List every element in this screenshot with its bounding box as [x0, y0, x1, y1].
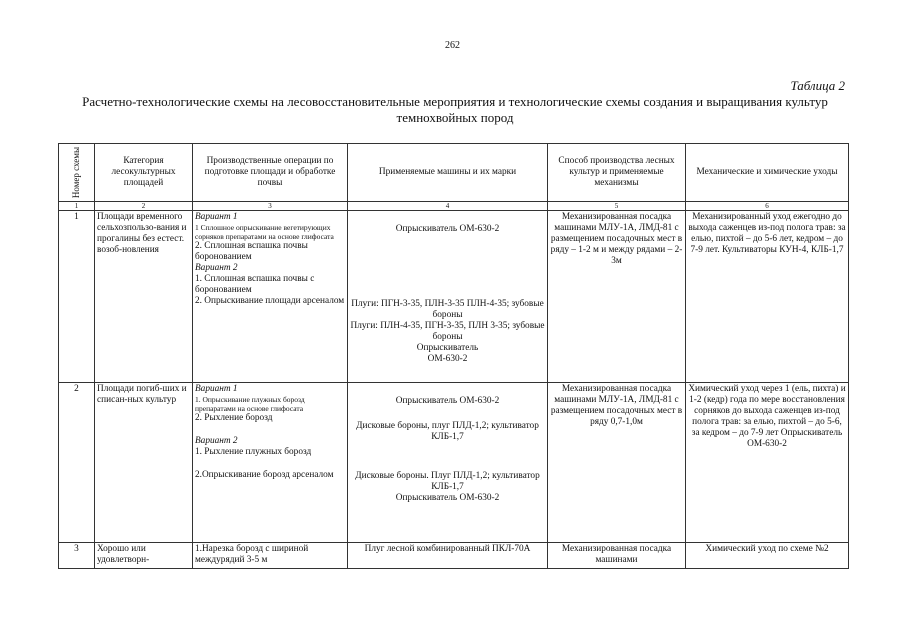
table-row: [59, 211, 849, 383]
row-machines: [348, 211, 548, 383]
machine-entry: Опрыскиватель ОМ-630-2: [395, 493, 500, 503]
header-care: Механические и химические уходы: [686, 144, 849, 202]
machine-entry: Плуги: ПГН-3-35, ПЛН-3-35 ПЛН-4-35; зубовые бороны: [351, 299, 544, 320]
row-category: Хорошо или удовлетворн-: [95, 543, 193, 569]
variant-label: Вариант 1: [195, 212, 238, 222]
row-category: Площади временного сельхозпользо-вания и прогалины без естест. возоб-новления: [95, 211, 193, 383]
table-row: [59, 383, 849, 543]
machine-entry: Дисковые бороны, плуг ПЛД-1,2; культиватор КЛБ-1,7: [356, 421, 539, 442]
row-operations: 1.Нарезка борозд с шириной междурядий 3-5 м: [193, 543, 348, 569]
machine-entry: ОМ-630-2: [427, 354, 468, 364]
row-care: Химический уход по схеме №2: [686, 543, 849, 569]
machine-entry: Опрыскиватель ОМ-630-2: [395, 224, 500, 234]
col-number: 4: [348, 202, 548, 211]
variant-label: Вариант 2: [195, 263, 238, 273]
page-number: 262: [445, 40, 460, 51]
table-row: [59, 543, 849, 569]
header-operations: Производственные операции по подготовке площади и обработке почвы: [193, 144, 348, 202]
table-header-row: [59, 144, 849, 202]
variant-label: Вариант 2: [195, 436, 238, 446]
row-care: Химический уход через 1 (ель, пихта) и 1-2 (кедр) года по мере восстановления сорняков до выхода саженцев из-под полога трав: за елью, пихтой – до 5-6, за кедром – до 7-9 лет Опрыскиватель ОМ-630-2: [686, 383, 849, 543]
document-title: Расчетно-технологические схемы на лесовосстановительные мероприятия и технологические схемы создания и выращивания культур темнохвойных пород: [82, 94, 828, 125]
operation-step: 2. Опрыскивание площади арсеналом: [195, 296, 345, 306]
operation-step: 1. Сплошная вспашка почвы с боронованием: [195, 274, 315, 295]
operation-step: 1. Опрыскивание плужных борозд препаратами на основе глифосата: [195, 395, 305, 413]
machine-entry: Опрыскиватель ОМ-630-2: [395, 396, 500, 406]
operation-step: 2. Сплошная вспашка почвы боронованием: [195, 241, 308, 262]
header-num: Номер схемы: [59, 144, 95, 202]
row-category: Площади погиб-ших и списан-ных культур: [95, 383, 193, 543]
row-method: Механизированная посадка машинами МЛУ-1А, ЛМД-81 с размещением посадочных мест в ряду – 1-2 м и между рядами – 2-3м: [548, 211, 686, 383]
machine-entry: КЛБ-1,7: [431, 482, 464, 492]
operation-step: 2. Рыхление борозд: [195, 413, 273, 423]
machine-entry: Дисковые бороны. Плуг ПЛД-1,2; культиватор: [355, 471, 540, 481]
row-num: 2: [59, 383, 95, 543]
row-operations: [193, 211, 348, 383]
technology-schemes-table: [58, 143, 849, 569]
header-category: Категория лесокультурных площадей: [95, 144, 193, 202]
machine-entry: Опрыскиватель: [416, 343, 479, 353]
row-method: Механизированная посадка машинами МЛУ-1А, ЛМД-81 с размещением посадочных мест в ряду 0,7-1,0м: [548, 383, 686, 543]
row-method: Механизированная посадка машинами: [548, 543, 686, 569]
row-num: 1: [59, 211, 95, 383]
operation-step: 1. Рыхление плужных борозд: [195, 447, 312, 457]
col-number: 6: [686, 202, 849, 211]
col-number: 1: [59, 202, 95, 211]
machine-entry: Плуги: ПЛН-4-35, ПГН-3-35, ПЛН 3-35; зубовые бороны: [350, 321, 545, 342]
operation-step: 1 Сплошное опрыскивание вегетирующих сорняков препаратами на основе глифосата: [195, 223, 334, 241]
header-method: Способ производства лесных культур и применяемые механизмы: [548, 144, 686, 202]
row-num: 3: [59, 543, 95, 569]
row-care: Механизированный уход ежегодно до выхода саженцев из-под полога трав: за елью, пихтой – до 5-6 лет, кедром – до 7-9 лет. Культиваторы КУН-4, КЛБ-1,7: [686, 211, 849, 383]
operation-step: 2.Опрыскивание борозд арсеналом: [195, 470, 334, 480]
variant-label: Вариант 1: [195, 384, 238, 394]
col-number: 3: [193, 202, 348, 211]
row-operations: [193, 383, 348, 543]
col-number: 5: [548, 202, 686, 211]
col-number: 2: [95, 202, 193, 211]
column-number-row: [59, 202, 849, 211]
row-machines: Плуг лесной комбинированный ПКЛ-70А: [348, 543, 548, 569]
table-label: Таблица 2: [790, 78, 845, 93]
header-machines: Применяемые машины и их марки: [348, 144, 548, 202]
row-machines: [348, 383, 548, 543]
